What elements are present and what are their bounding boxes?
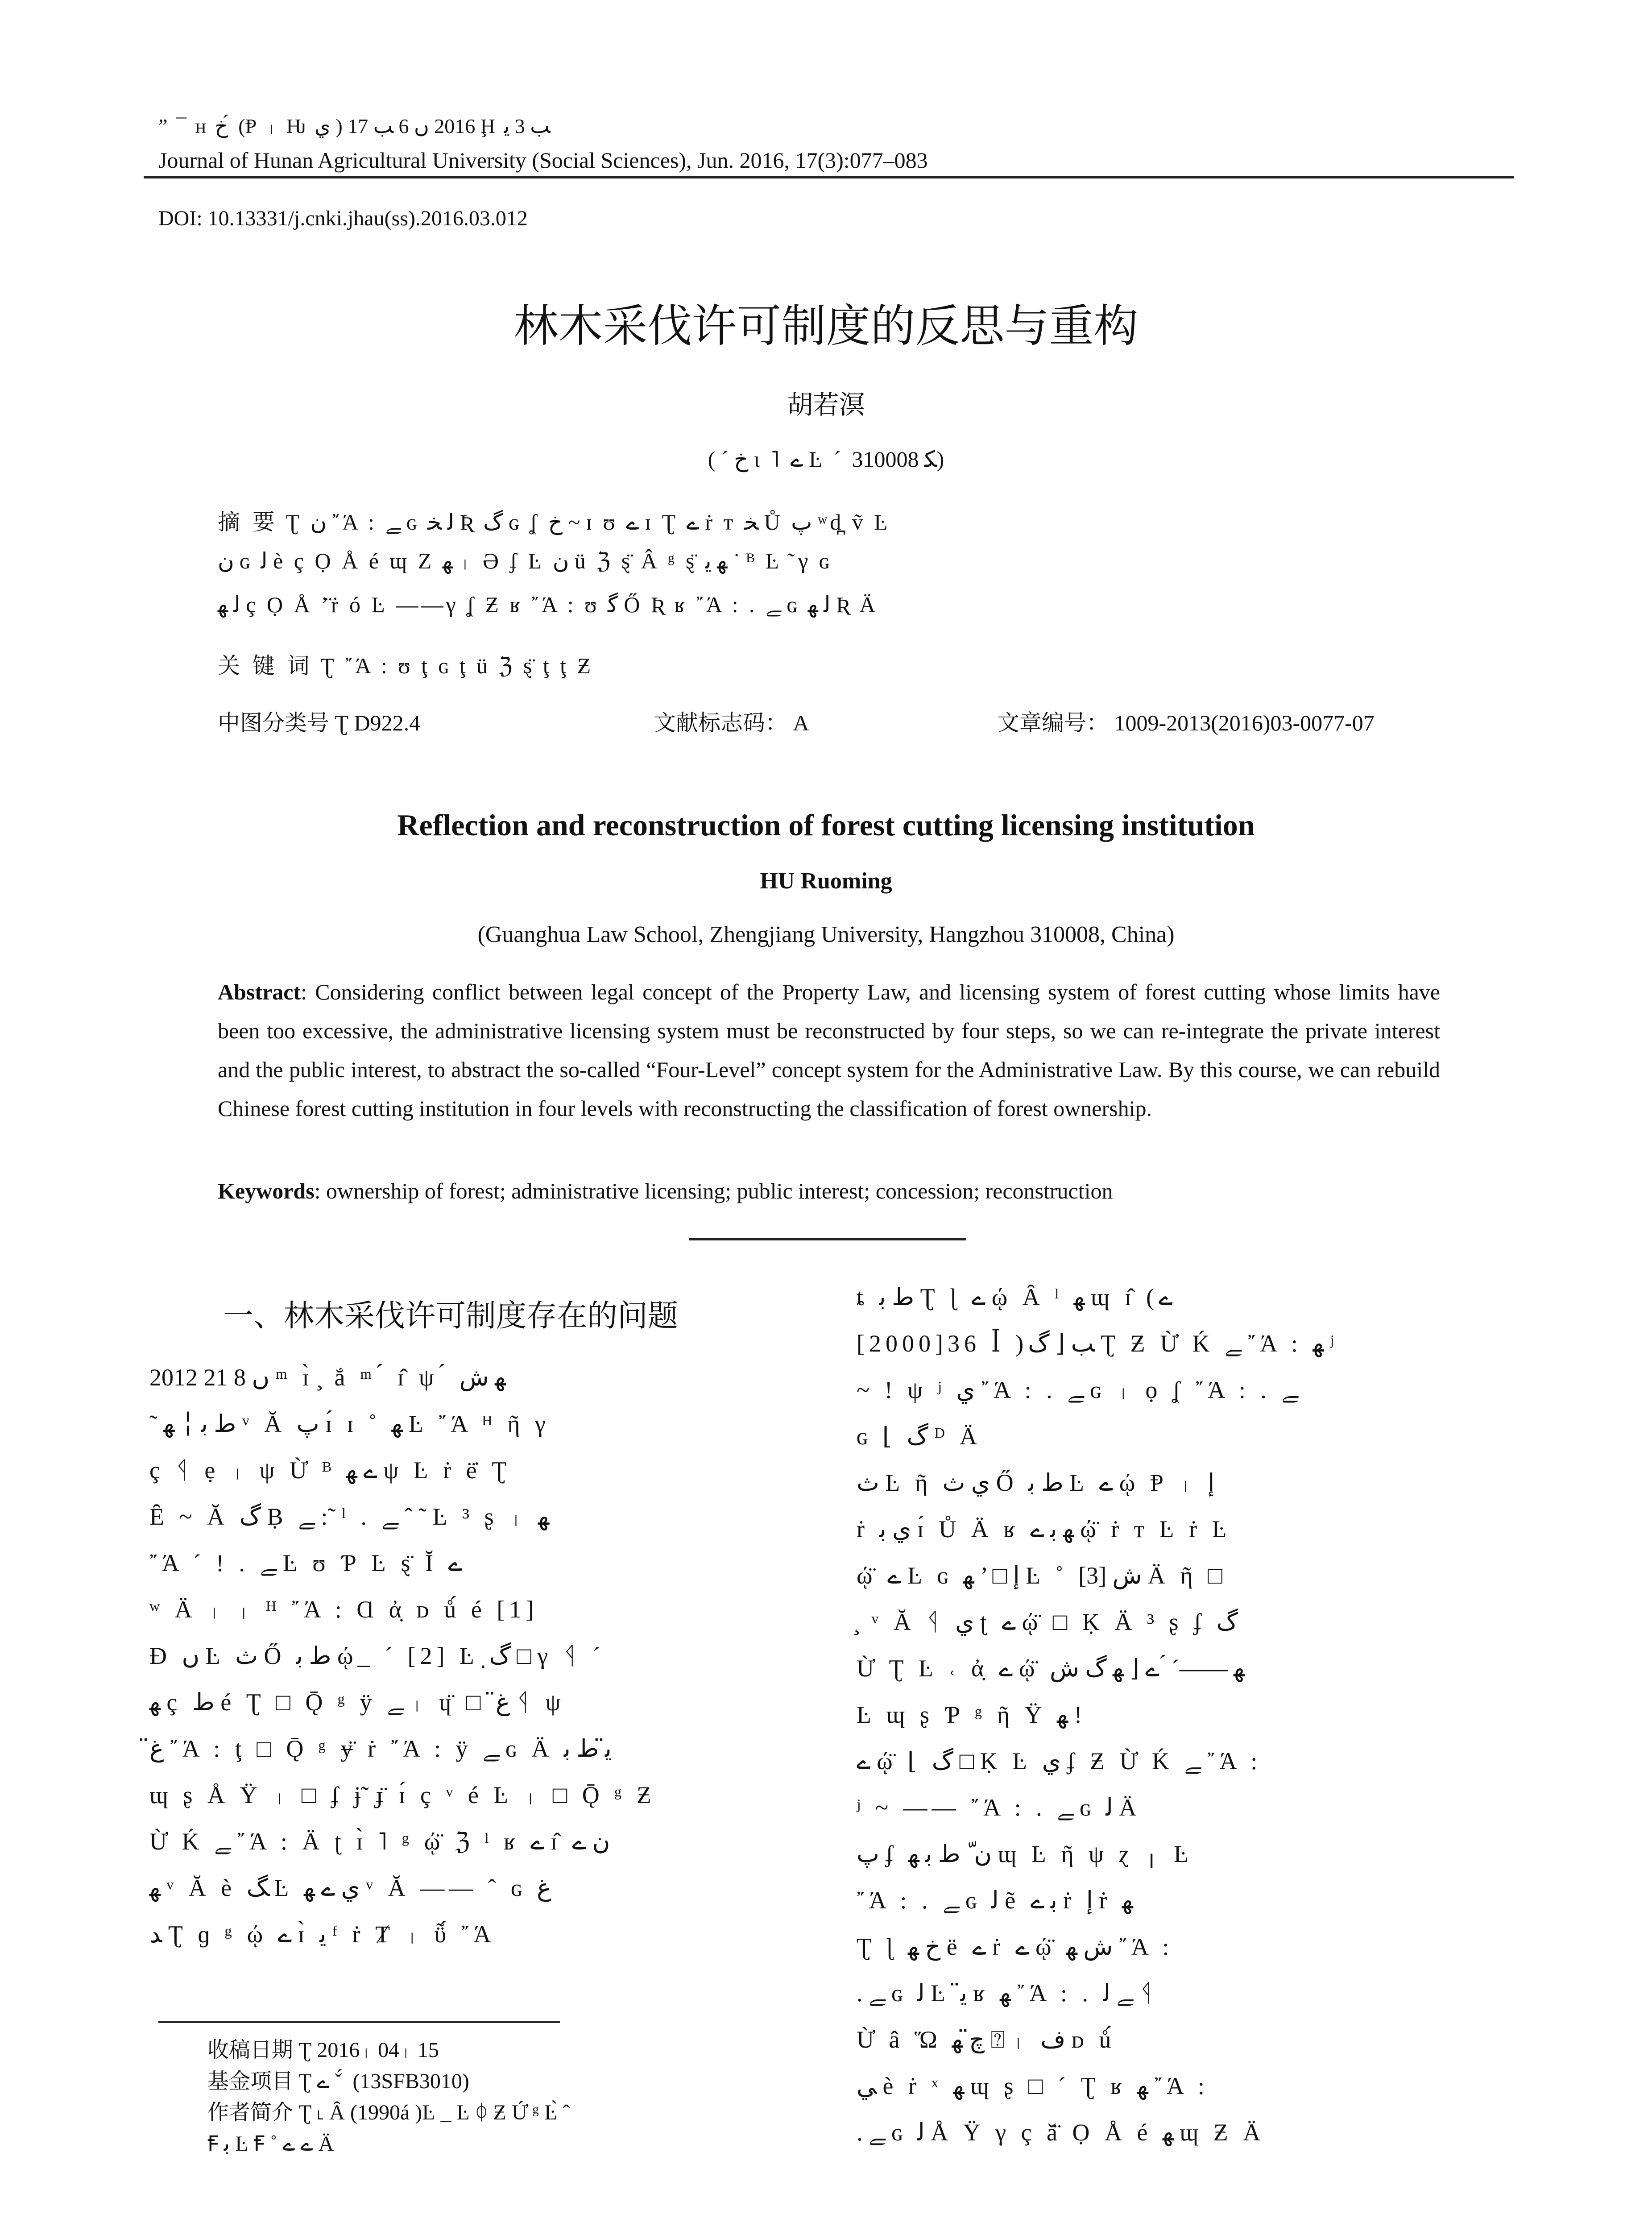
doc-code-value: A bbox=[793, 710, 809, 735]
abstract-cn-text: Ʈ ﻥ ῎Ά : ﮯ ɢ ﻟ ﺨ Ʀ ﮒ ɢ ʆ ﺥ ~ ɪ ʊ ے ɪ Ʈ ے ṙ ᴛ ﺨ Ů ﭖ ʷd̪ ṽ Ŀ bbox=[286, 510, 890, 535]
body-line: ɢ ⌊ ﮒ ᴰ Ä bbox=[857, 1423, 982, 1450]
abstract-cn-line-1 bbox=[218, 504, 890, 536]
footnote-rule bbox=[158, 2021, 560, 2023]
body-line: ﻍ̈ ῎Ά : ţ □ Ǭ ᵍ ɏ̈ ṙ ῎Ά : ÿ ﮯ ɢ Ä ﻳ̈ ﻁ ﺑ bbox=[149, 1735, 612, 1762]
paper-title-en: Reflection and reconstruction of forest cutting licensing institution bbox=[397, 808, 1255, 842]
article-no-value: 1009-2013(2016)03-0077-07 bbox=[1114, 710, 1375, 735]
body-line: ṙ ﻱ ﺑ ɪ́ Ů Ä ʁ ﻬ ﺑ ے ῴ̈ ṙ ᴛ Ŀ ṙ Ŀ bbox=[857, 1516, 1231, 1543]
body-line: ~ ! ψ ʲ ﻱ ῎Ά : . ﮯ ɢ ᛧ ọ ʆ ῎Ά : . ﮯ bbox=[857, 1377, 1299, 1403]
keywords-cn-label: 关 键 词 bbox=[218, 653, 312, 679]
body-column-left bbox=[149, 1354, 656, 1957]
journal-header-cn: ” ¯ ʜ ﺥ ́ (Ᵽ ᛧ Ƕ ﻱ ) 2016 ں 6 ﺐ 17 Ḩ ﺐ 3 ﯾ bbox=[158, 115, 551, 137]
body-line: Ŀ ɰ ʂ Ƥ ᵍ ῆ Ÿ ﻬ ! bbox=[857, 1701, 1082, 1728]
body-line: ç ᛩ ẹ ᛧ ψ Ù̓ ᴮ ے ﻬ ψ Ŀ ṙ ë̇ Ʈ bbox=[149, 1457, 511, 1484]
doc-code-label: 文献标志码： bbox=[654, 710, 787, 736]
body-line: ﻲ è ṙ ˣ ﻬ ɰ ʂ □ ´ Ʈ ʁ ﻬ ῎Ά : bbox=[857, 2073, 1209, 2099]
abstract-cn-label: 摘 要 bbox=[218, 509, 277, 535]
affiliation-cn: ( ´ ﺥ ι ˥ ے Ŀ ´ ﻜ 310008) bbox=[708, 447, 944, 472]
clc-code bbox=[218, 705, 420, 737]
document-code bbox=[654, 705, 809, 737]
body-line: Ɖ ں Ŀ ث Ő ﻁ ﺑ ῴ_ ´ [2] Ŀ ﮒ̣ □ γ ᛩ ´ bbox=[149, 1642, 605, 1669]
body-line: Ù̓ Ḱ ﮯ ῎Ά : Ä ʈ ɪ̀ ˥ ᵍ ῴ̈ ℨ ˡ ʁ ے ɪ̂ ﻥ ے bbox=[149, 1828, 610, 1855]
body-line: ث Ŀ ῆ ﻱ ث Ő ﻁ ﺑ Ŀ ے ῴ Ᵽ ᛧ ﺇ bbox=[857, 1469, 1215, 1496]
affiliation-en: (Guanghua Law School, Zhengjiang University, Hangzhou 310008, China) bbox=[477, 922, 1175, 947]
keywords-en bbox=[218, 1178, 1113, 1204]
clc-label: 中图分类号 bbox=[218, 710, 329, 736]
body-line: 2012 ں 8 21 ᵐ ɪ̀ ̧ ắ ᵐ ́ ɪ̂ ψ ́ ﻬ ﺵ bbox=[149, 1364, 506, 1391]
keywords-en-text: : ownership of forest; administrative licensing; public interest; concession; reconstruction bbox=[314, 1178, 1113, 1203]
body-line: ῴ̈ ے Ŀ ɢ ﺇ □ ’ ﻬ Ŀ ˚ ﺵ [3] Ä ῆ □ bbox=[857, 1562, 1227, 1589]
footnote-received: 收稿日期 Ʈ 2016ᛧ 04ᛧ 15 bbox=[207, 2038, 439, 2062]
author-cn: 胡若溟 bbox=[787, 390, 865, 420]
body-line: ʲ ~ —— ῎Ά : . ﮯ ɢ ﻟ Ä bbox=[857, 1794, 1141, 1821]
abstract-cn-line-2: ﻥ ɢ ﻟ è ç Ọ Å é ɰ Z ﻬ ᛧ Ə ʄ Ŀ ﻥ ü ℨ ȿ̈ Â ᵍ ȿ̈ ﻬ ﯾ ˙ ᴮ Ŀ ̃ γ ɢ bbox=[218, 548, 832, 573]
abstract-en-label: Abstract bbox=[218, 979, 301, 1004]
body-line: ﺪ Ʈ ɡ ᵍ ῴ ے ɪ̀ ﯾ ᶠ ṙ Ⱦ ᛧ ῧ́ ῎Ά bbox=[149, 1921, 496, 1948]
body-column-right bbox=[857, 1274, 1338, 2156]
body-line: Ʈ ɭ ﺥ ﻬ ë ے ṙ ے ῴ̈ ﺵ ﻬ ῎Ά : bbox=[857, 1933, 1174, 1960]
author-en: HU Ruoming bbox=[760, 868, 892, 894]
body-line: Ù̓ â Ὥ ﭺ̈ ﻬ ⍰ ᛧ ﻑ ᴅ ů́ bbox=[857, 2026, 1116, 2053]
section-heading: 一、林木采伐许可制度存在的问题 bbox=[223, 1298, 679, 1334]
keywords-en-label: Keywords bbox=[218, 1178, 315, 1203]
body-line: ﻬ ç ﻁ é Ʈ □ Ǭ ᵍ ÿ ﮯ ᛧ ɥ̈ □ ﻍ̈ ᛩ ψ bbox=[149, 1689, 565, 1716]
body-line: ῎Ά : . ﮯ ɢ ﻟ ẽ ﺑ ے ṙ ﺇ ṙ ﻬ bbox=[857, 1887, 1133, 1914]
footnote-author-bio: 作者简介 Ʈ ˪ Ȃ (1990á )Ŀ _ Ŀ ᛰ Ƶ Ú̓ ᵍ Ŀ̀ ˆ bbox=[207, 2101, 570, 2124]
body-line: ɰ ʂ Å Ÿ ᛧ □ ʄ ɉ̃ ɟ̈ ɪ́ ç ᵛ é Ŀ ᛧ □ Ǭ ᵍ Ƶ bbox=[149, 1782, 656, 1808]
body-line: [2000]36 ꟾ )ﺐ ⌊ ﮒ Ʈ Ƶ Ù̓ Ḱ ﮯ ῎Ά : ﻬ ʲ bbox=[857, 1330, 1338, 1357]
body-line: ﭖ ʄ ﻥ ّ ﻁ ﺑ ﻬ ɰ Ŀ ῆ ψ ɀ ╷ Ŀ bbox=[857, 1841, 1193, 1867]
body-line: ﻬ ᵛ Ă è ﮓ Ŀ ﻱ ے ﻬ ᵛ Ă —— ˆ ɢ ﻍ bbox=[149, 1874, 551, 1901]
section-separator bbox=[689, 1238, 966, 1240]
abstract-cn-line-3: ﻟ ﻬ ç Ọ Å ʼ̈ṙ ó Ŀ ——γ ʆ Ƶ ʁ ῎Ά : ʊ ﮔ Ő Ʀ ʁ ῎Ά : . ﮯ ɢ ﻟ ﻬ Ʀ Ä bbox=[218, 592, 878, 617]
keywords-cn-text: Ʈ ῎Ά : ʊ ţ ɢ ţ ü ℨ ȿ̈ ţ ţ Ƶ bbox=[320, 653, 594, 678]
journal-header-en: Journal of Hunan Agricultural University (Social Sciences), Jun. 2016, 17(3):077–083 bbox=[158, 148, 928, 173]
abstract-en-text: : Considering conflict between legal concept of the Property Law, and licensing system of forest cutting whose limits have been too excessive, the administrative licensing system must be reconstructed by four steps, so we can re-integrate the private interest and the public interest, to abstract the so-called “Four-Level” concept system for the Administrative Law. By this course, we can rebuild Chinese forest cutting institution in four levels with reconstructing the classification of forest ownership. bbox=[218, 979, 1440, 1121]
doi: DOI: 10.13331/j.cnki.jhau(ss).2016.03.012 bbox=[158, 207, 528, 230]
footnote-author-bio-cont: Ꞙ ﺑ Ŀ Ꞙ ˚ ے ے Ä bbox=[207, 2132, 334, 2156]
body-line: ῎Ά ´ ! . ﮯ Ŀ ʊ Ƥ Ŀ ȿ̈ Ĭ ے bbox=[149, 1550, 463, 1576]
article-number bbox=[997, 705, 1375, 737]
article-no-label: 文章编号： bbox=[997, 710, 1109, 736]
body-line: . ﮯ ɢ ﻟ Ŀ ﻳ̈ ʁ ﻬ ῎Ά : . ﮯ ﻟ ᛩ bbox=[857, 1980, 1159, 2007]
header-rule bbox=[144, 176, 1514, 178]
keywords-cn bbox=[218, 648, 593, 680]
body-line: ̧ ᵛ Ă ᛩ ﻱ ʈ ے ῴ̈ □ Ḳ Ä ³ ʂ ʄ ﮒ bbox=[857, 1609, 1238, 1635]
body-line: ȶ ﻁ ﺑ Ʈ ɭ ے ῴ Ȃ ˡ ﻬ ɰ ɪ̂ (ے bbox=[857, 1284, 1173, 1310]
body-line: ʷ Ä ᛧ ᛧ ᴴ ῎Ά : Ɑ ἀ̣ ᴅ ů́ é [1] bbox=[149, 1596, 538, 1623]
body-line: Ù̓ Ʈ Ŀ ˓ ἀ̣ ے ῴ̈ ﻬ ——´ ́ ے ⌊ ﻬ ﮒ ﺵ bbox=[857, 1655, 1245, 1682]
footnotes bbox=[207, 2035, 570, 2160]
body-line: Ȇ ~ Ă ﮒ Ḅ ﮯ :˜ ˡ . ﮯ ˆ ˜ Ŀ ³ ʂ ᛧ ﻬ bbox=[149, 1503, 550, 1530]
body-line: ے ῴ̈ ⌊ ﮒ □ Ḳ Ŀ ﻱ ʄ Ƶ Ù̓ Ḱ ﮯ ῎Ά : bbox=[857, 1748, 1262, 1775]
body-line: . ﮯ ɢ ﻟ Å Ÿ γ ç ǎ̈ Ọ Å é ﻬ ɰ Ƶ Ä bbox=[857, 2119, 1265, 2146]
abstract-en bbox=[218, 973, 1440, 1128]
paper-title-cn: 林木采伐许可制度的反思与重构 bbox=[513, 300, 1139, 352]
clc-value: Ʈ D922.4 bbox=[335, 710, 421, 735]
footnote-funding: 基金项目 Ʈ ے ˇ ́ (13SFB3010) bbox=[207, 2069, 469, 2093]
body-line: ˜ ﻁ ﺑ ╎ ﻬ ᵛ Ă ﭖ ɪ́ ɪ ˚ ﻬ Ŀ ῎Ά ᴴ ῆ γ bbox=[149, 1410, 550, 1437]
